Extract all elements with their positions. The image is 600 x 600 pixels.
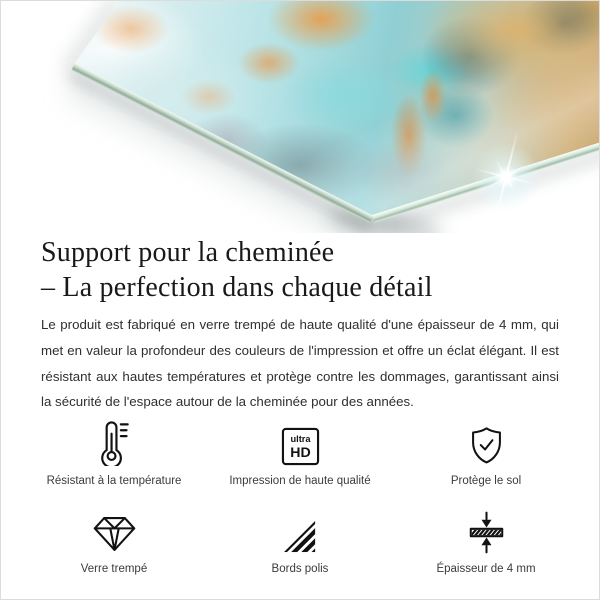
feature-label: Épaisseur de 4 mm	[436, 563, 536, 576]
feature-thickness	[393, 507, 579, 575]
feature-tempered-glass	[21, 507, 207, 575]
polished-edges-icon	[282, 507, 319, 554]
ultra-hd-text-top: ultra	[289, 434, 311, 445]
diamond-icon	[92, 507, 137, 554]
thermometer-icon	[98, 419, 130, 466]
product-photo	[1, 1, 600, 233]
feature-label: Impression de haute qualité	[229, 475, 371, 488]
feature-grid	[21, 419, 579, 575]
feature-label: Bords polis	[271, 563, 329, 576]
feature-polished-edges	[207, 507, 393, 575]
feature-label: Verre trempé	[80, 563, 148, 576]
page-title	[41, 235, 559, 305]
feature-floor-protection	[393, 419, 579, 487]
shield-check-icon	[468, 419, 505, 466]
feature-print-quality	[207, 419, 393, 487]
feature-label: Résistant à la température	[46, 475, 182, 488]
thickness-icon	[468, 507, 505, 554]
title-line-1: Support pour la cheminée	[41, 237, 335, 268]
ultra-hd-text-bottom: HD	[289, 444, 311, 461]
feature-label: Protège le sol	[450, 475, 522, 488]
title-line-2: – La perfection dans chaque détail	[41, 272, 433, 303]
product-description: Le produit est fabriqué en verre trempé de haute qualité d'une épaisseur de 4 mm, qui met en valeur la profondeur des couleurs de l'impression et offre un éclat élégant. Il est résistant aux hautes températures et protège contre les dommages, garantissant ainsi la sécurité de l'espace autour de la cheminée pour des années.	[41, 317, 559, 410]
feature-temperature-resistant	[21, 419, 207, 487]
ultra-hd-icon	[281, 419, 320, 466]
